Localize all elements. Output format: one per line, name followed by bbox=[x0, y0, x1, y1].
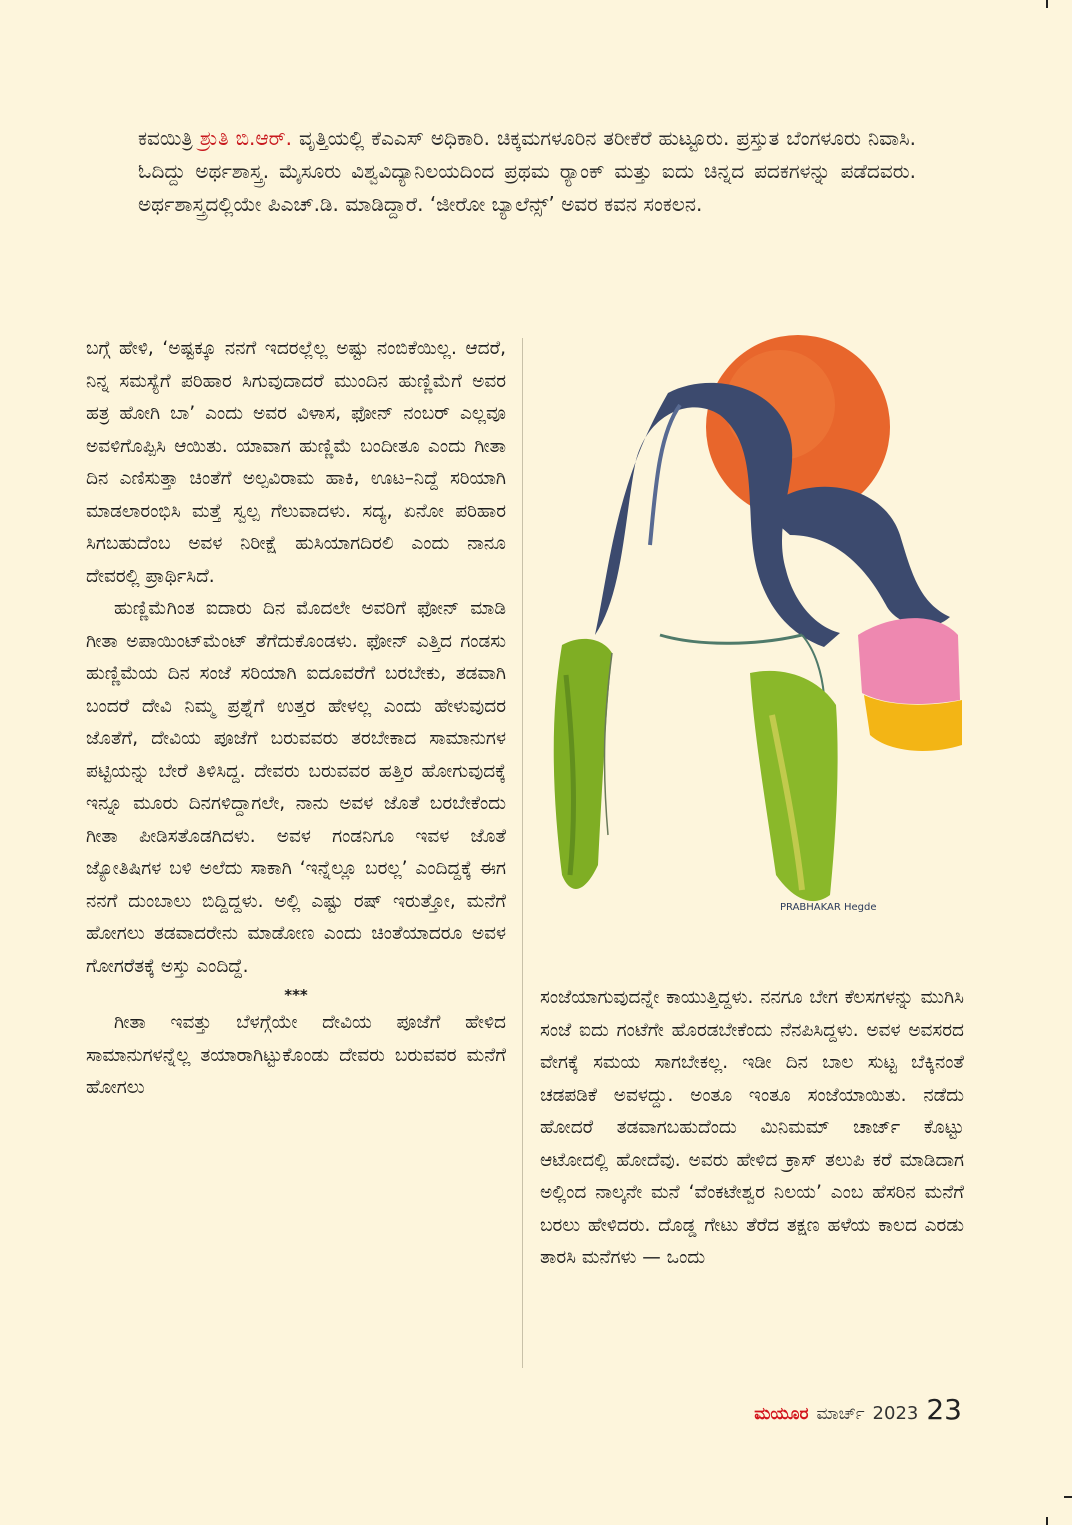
magazine-brand: ಮಯೂರ bbox=[754, 1404, 809, 1424]
left-paragraph-3: ಗೀತಾ ಇವತ್ತು ಬೆಳಗ್ಗೆಯೇ ದೇವಿಯ ಪೂಜೆಗೆ ಹೇಳಿದ ಸಾಮಾನುಗಳನ್ನೆಲ್ಲ ತಯಾರಾಗಿಟ್ಟುಕೊಂಡು ದೇವರು ಬರುವವರ ಮನೆಗೆ ಹೋಗಲು bbox=[86, 1012, 506, 1098]
issue-month: ಮಾರ್ಚ್ bbox=[816, 1404, 865, 1424]
crop-mark-top-right bbox=[1046, 0, 1048, 8]
left-paragraph-1: ಬಗ್ಗೆ ಹೇಳಿ, ‘ಅಷ್ಟಕ್ಕೂ ನನಗೆ ಇದರಲ್ಲೆಲ್ಲ ಅಷ್ಟು ನಂಬಿಕೆಯಿಲ್ಲ. ಆದರೆ, ನಿನ್ನ ಸಮಸ್ಯೆಗೆ ಪರಿಹಾರ ಸಿಗುವುದಾದರೆ ಮುಂದಿನ ಹುಣ್ಣಿಮೆಗೆ ಅವರ ಹತ್ರ ಹೋಗಿ ಬಾ’ ಎಂದು ಅವರ ವಿಳಾಸ, ಫೋನ್ ನಂಬರ್ ಎಲ್ಲವೂ ಅವಳಿಗೊಪ್ಪಿಸಿ ಆಯಿತು. ಯಾವಾಗ ಹುಣ್ಣಿಮೆ ಬಂದೀತೂ ಎಂದು ಗೀತಾ ದಿನ ಎಣಿಸುತ್ತಾ ಚಿಂತೆಗೆ ಅಲ್ಪವಿರಾಮ ಹಾಕಿ, ಊಟ–ನಿದ್ದೆ ಸರಿಯಾಗಿ ಮಾಡಲಾರಂಭಿಸಿ ಮತ್ತೆ ಸ್ವಲ್ಪ ಗೆಲುವಾದಳು. ಸದ್ಯ, ಏನೋ ಪರಿಹಾರ ಸಿಗಬಹುದೆಂಬ ಅವಳ ನಿರೀಕ್ಷೆ ಹುಸಿಯಾಗದಿರಲಿ ಎಂದು ನಾನೂ ದೇವರಲ್ಲಿ ಪ್ರಾರ್ಥಿಸಿದೆ. bbox=[86, 338, 506, 587]
bio-prefix: ಕವಯಿತ್ರಿ bbox=[138, 126, 200, 150]
right-column bbox=[540, 982, 964, 1275]
issue-year: 2023 bbox=[872, 1403, 919, 1424]
author-name: ಶ್ರುತಿ ಬಿ.ಆರ್. bbox=[199, 126, 292, 150]
column-divider bbox=[522, 338, 523, 1368]
neck-line bbox=[660, 635, 802, 643]
back-figure-pink-shoulder bbox=[858, 618, 960, 704]
left-green-sleeve bbox=[554, 639, 612, 889]
artist-signature: PRABHAKAR Hegde bbox=[780, 902, 877, 913]
illustration bbox=[540, 335, 980, 945]
section-separator: *** bbox=[284, 986, 308, 1004]
right-green-sleeve bbox=[750, 671, 838, 901]
left-paragraph-2: ಹುಣ್ಣಿಮೆಗಿಂತ ಐದಾರು ದಿನ ಮೊದಲೇ ಅವರಿಗೆ ಫೋನ್ ಮಾಡಿ ಗೀತಾ ಅಪಾಯಿಂಟ್‌ಮೆಂಟ್ ತೆಗೆದುಕೊಂಡಳು. ಫೋನ್ ಎತ್ತಿದ ಗಂಡಸು ಹುಣ್ಣಿಮೆಯ ದಿನ ಸಂಜೆ ಸರಿಯಾಗಿ ಐದೂವರೆಗೆ ಬರಬೇಕು, ತಡವಾಗಿ ಬಂದರೆ ದೇವಿ ನಿಮ್ಮ ಪ್ರಶ್ನೆಗೆ ಉತ್ತರ ಹೇಳಲ್ಲ ಎಂದು ಹೇಳುವುದರ ಜೊತೆಗೆ, ದೇವಿಯ ಪೂಜೆಗೆ ಬರುವವರು ತರಬೇಕಾದ ಸಾಮಾನುಗಳ ಪಟ್ಟಿಯನ್ನು ಬೇರೆ ತಿಳಿಸಿದ್ದ. ದೇವರು ಬರುವವರ ಹತ್ತಿರ ಹೋಗುವುದಕ್ಕೆ ಇನ್ನೂ ಮೂರು ದಿನಗಳಿದ್ದಾಗಲೇ, ನಾನು ಅವಳ ಜೊತೆ ಬರಬೇಕೆಂದು ಗೀತಾ ಪೀಡಿಸತೊಡಗಿದಳು. ಅವಳ ಗಂಡನಿಗೂ ಇವಳ ಜೊತೆ ಜ್ಯೋತಿಷಿಗಳ ಬಳಿ ಅಲೆದು ಸಾಕಾಗಿ ‘ಇನ್ನೆಲ್ಲೂ ಬರಲ್ಲ’ ಎಂದಿದ್ದಕ್ಕೆ ಈಗ ನನಗೆ ದುಂಬಾಲು ಬಿದ್ದಿದ್ದಳು. ಅಲ್ಲಿ ಎಷ್ಟು ರಷ್ ಇರುತ್ತೋ, ಮನೆಗೆ ಹೋಗಲು ತಡವಾದರೇನು ಮಾಡೋಣ ಎಂದು ಚಿಂತೆಯಾದರೂ ಅವಳ ಗೋಗರೆತಕ್ಕೆ ಅಸ್ತು ಎಂದಿದ್ದೆ. bbox=[86, 598, 506, 977]
author-bio bbox=[138, 122, 916, 221]
right-paragraph-1: ಸಂಜೆಯಾಗುವುದನ್ನೇ ಕಾಯುತ್ತಿದ್ದಳು. ನನಗೂ ಬೇಗ ಕೆಲಸಗಳನ್ನು ಮುಗಿಸಿ ಸಂಜೆ ಐದು ಗಂಟೆಗೇ ಹೊರಡಬೇಕೆಂದು ನೆನಪಿಸಿದ್ದಳು. ಅವಳ ಅವಸರದ ವೇಗಕ್ಕೆ ಸಮಯ ಸಾಗಬೇಕಲ್ಲ. ಇಡೀ ದಿನ ಬಾಲ ಸುಟ್ಟ ಬೆಕ್ಕಿನಂತೆ ಚಡಪಡಿಕೆ ಅವಳದ್ದು. ಅಂತೂ ಇಂತೂ ಸಂಜೆಯಾಯಿತು. ನಡೆದು ಹೋದರೆ ತಡವಾಗಬಹುದೆಂದು ಮಿನಿಮಮ್ ಚಾರ್ಜ್ ಕೊಟ್ಟು ಆಟೋದಲ್ಲಿ ಹೋದೆವು. ಅವರು ಹೇಳಿದ ಕ್ರಾಸ್ ತಲುಪಿ ಕರೆ ಮಾಡಿದಾಗ ಅಲ್ಲಿಂದ ನಾಲ್ಕನೇ ಮನೆ ‘ವೆಂಕಟೇಶ್ವರ ನಿಲಯ’ ಎಂಬ ಹೆಸರಿನ ಮನೆಗೆ ಬರಲು ಹೇಳಿದರು. ದೊಡ್ಡ ಗೇಟು ತೆರೆದ ತಕ್ಷಣ ಹಳೆಯ ಕಾಲದ ಎರಡು ತಾರಸಿ ಮನೆಗಳು — ಒಂದು bbox=[540, 987, 964, 1268]
page-footer bbox=[754, 1393, 962, 1426]
left-column bbox=[86, 333, 506, 1105]
crop-mark-right-bottom bbox=[1064, 1496, 1072, 1498]
page-number: 23 bbox=[926, 1393, 962, 1426]
crop-mark-bottom-right bbox=[1046, 1517, 1048, 1525]
bio-text: ವೃತ್ತಿಯಲ್ಲಿ ಕೆಎಎಸ್ ಅಧಿಕಾರಿ. ಚಿಕ್ಕಮಗಳೂರಿನ ತರೀಕೆರೆ ಹುಟ್ಟೂರು. ಪ್ರಸ್ತುತ ಬೆಂಗಳೂರು ನಿವಾಸಿ. ಓದಿದ್ದು ಅರ್ಥಶಾಸ್ತ್ರ. ಮೈಸೂರು ವಿಶ್ವವಿದ್ಯಾನಿಲಯದಿಂದ ಪ್ರಥಮ ರ್‍ಯಾಂಕ್ ಮತ್ತು ಐದು ಚಿನ್ನದ ಪದಕಗಳನ್ನು ಪಡೆದವರು. ಅರ್ಥಶಾಸ್ತ್ರದಲ್ಲಿಯೇ ಪಿಎಚ್.ಡಿ. ಮಾಡಿದ್ದಾರೆ. ‘ಜೀರೋ ಬ್ಯಾಲೆನ್ಸ್’ ಅವರ ಕವನ ಸಂಕಲನ. bbox=[138, 126, 916, 216]
